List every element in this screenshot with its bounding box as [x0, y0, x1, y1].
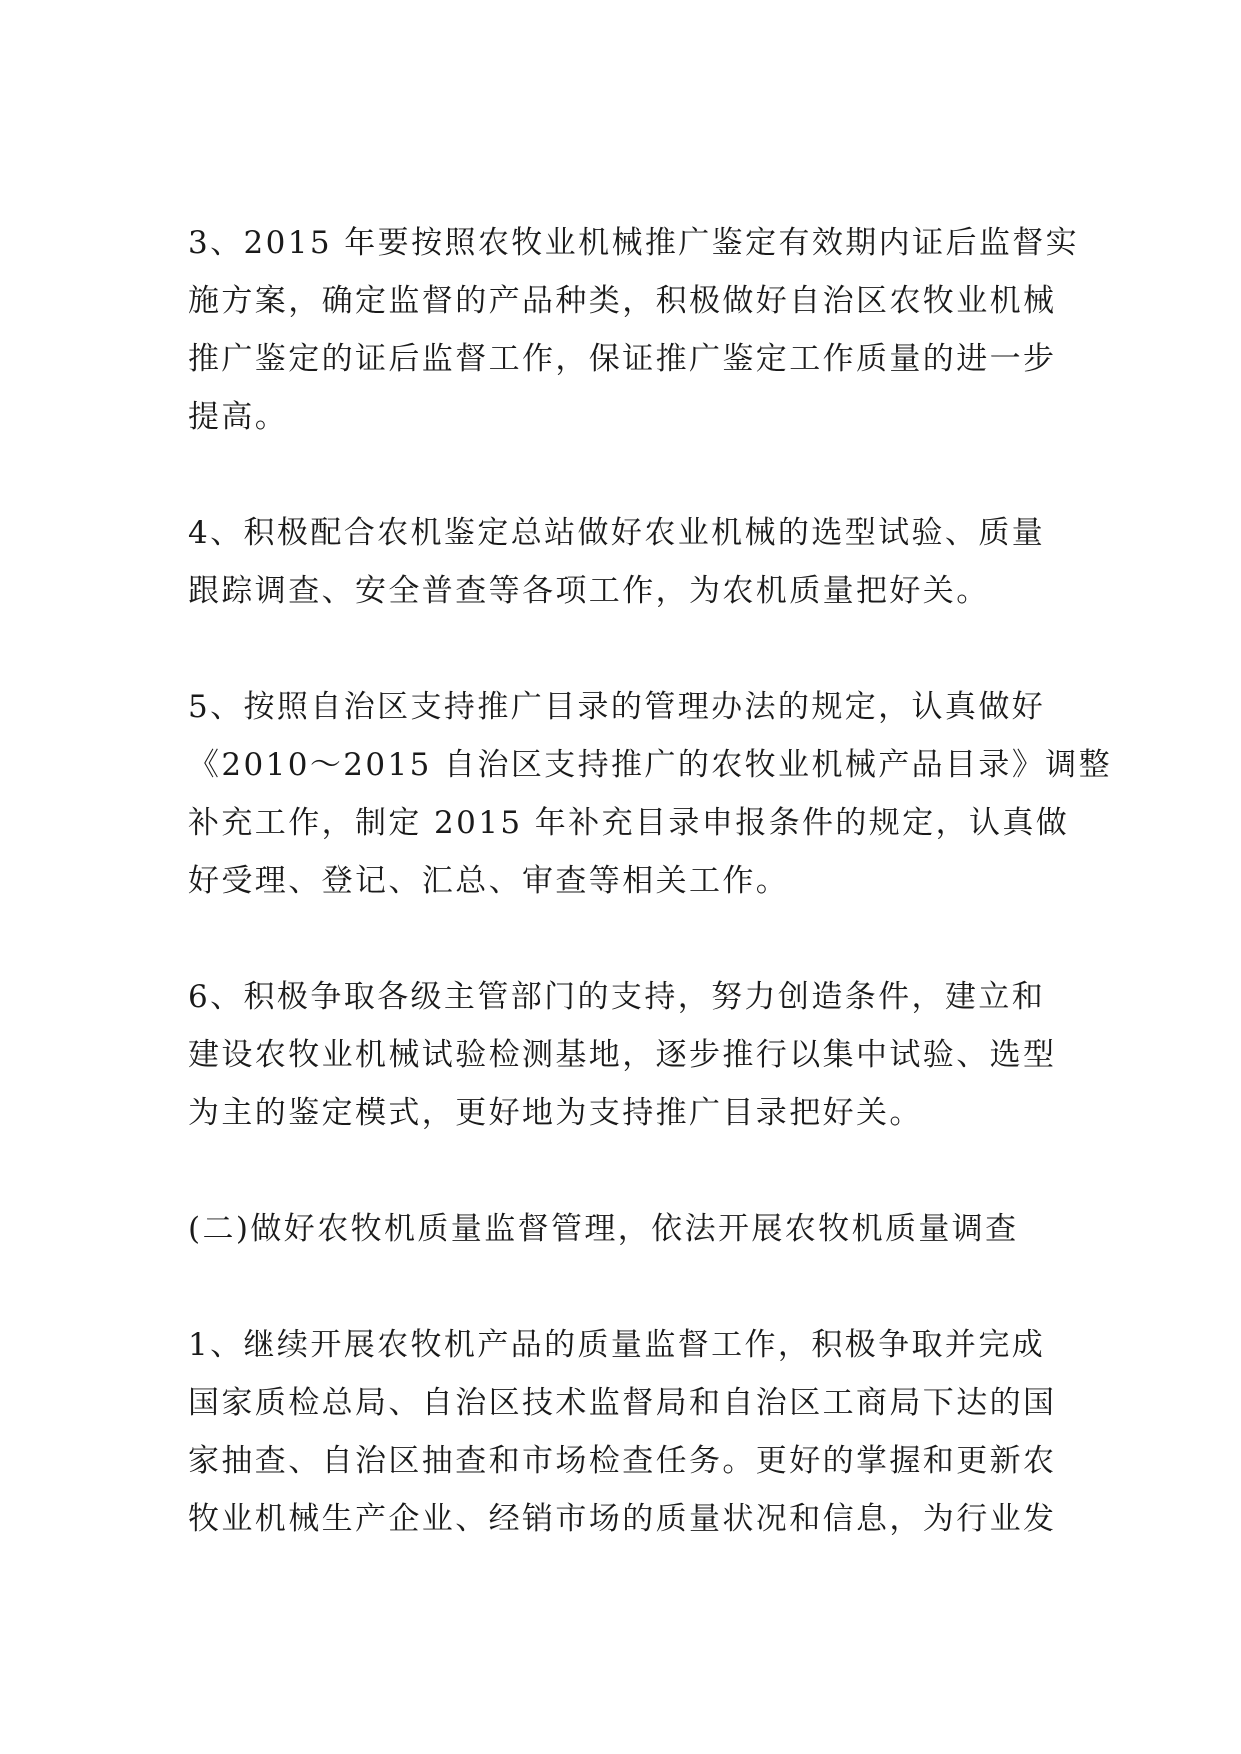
paragraph-spacer: [188, 1258, 1058, 1316]
text-line: 《2010～2015 自治区支持推广的农牧业机械产品目录》调整: [188, 747, 1113, 783]
text-line: 3、2015 年要按照农牧业机械推广鉴定有效期内证后监督实: [188, 225, 1080, 261]
text-line: 国家质检总局、自治区技术监督局和自治区工商局下达的国: [188, 1385, 1057, 1421]
text-line: 跟踪调查、安全普查等各项工作，为农机质量把好关。: [188, 573, 990, 609]
paragraph-item-5: [188, 678, 1113, 910]
text-line: 提高。: [188, 399, 289, 435]
paragraph-item-6: [188, 968, 1058, 1142]
paragraph-spacer: [188, 1142, 1058, 1200]
paragraph-item-4: [188, 504, 1058, 620]
text-line: 5、按照自治区支持推广目录的管理办法的规定，认真做好: [188, 689, 1046, 725]
text-line: 建设农牧业机械试验检测基地，逐步推行以集中试验、选型: [188, 1037, 1057, 1073]
paragraph-item-1: [188, 1316, 1058, 1548]
text-line: 家抽查、自治区抽查和市场检查任务。更好的掌握和更新农: [188, 1443, 1057, 1479]
text-line: 6、积极争取各级主管部门的支持，努力创造条件，建立和: [188, 979, 1046, 1015]
text-line: 施方案，确定监督的产品种类，积极做好自治区农牧业机械: [188, 283, 1057, 319]
heading-line: (二)做好农牧机质量监督管理，依法开展农牧机质量调查: [188, 1211, 1019, 1247]
paragraph-spacer: [188, 910, 1058, 968]
section-heading: [188, 1200, 1058, 1258]
document-body: [188, 214, 1113, 1548]
paragraph-item-3: [188, 214, 1080, 446]
text-line: 推广鉴定的证后监督工作，保证推广鉴定工作质量的进一步: [188, 341, 1057, 377]
paragraph-spacer: [188, 446, 1058, 504]
text-line: 1、继续开展农牧机产品的质量监督工作，积极争取并完成: [188, 1327, 1046, 1363]
text-line: 4、积极配合农机鉴定总站做好农业机械的选型试验、质量: [188, 515, 1046, 551]
text-line: 补充工作，制定 2015 年补充目录申报条件的规定，认真做: [188, 805, 1070, 841]
paragraph-spacer: [188, 620, 1058, 678]
text-line: 牧业机械生产企业、经销市场的质量状况和信息，为行业发: [188, 1501, 1057, 1537]
text-line: 为主的鉴定模式，更好地为支持推广目录把好关。: [188, 1095, 923, 1131]
text-line: 好受理、登记、汇总、审查等相关工作。: [188, 863, 790, 899]
